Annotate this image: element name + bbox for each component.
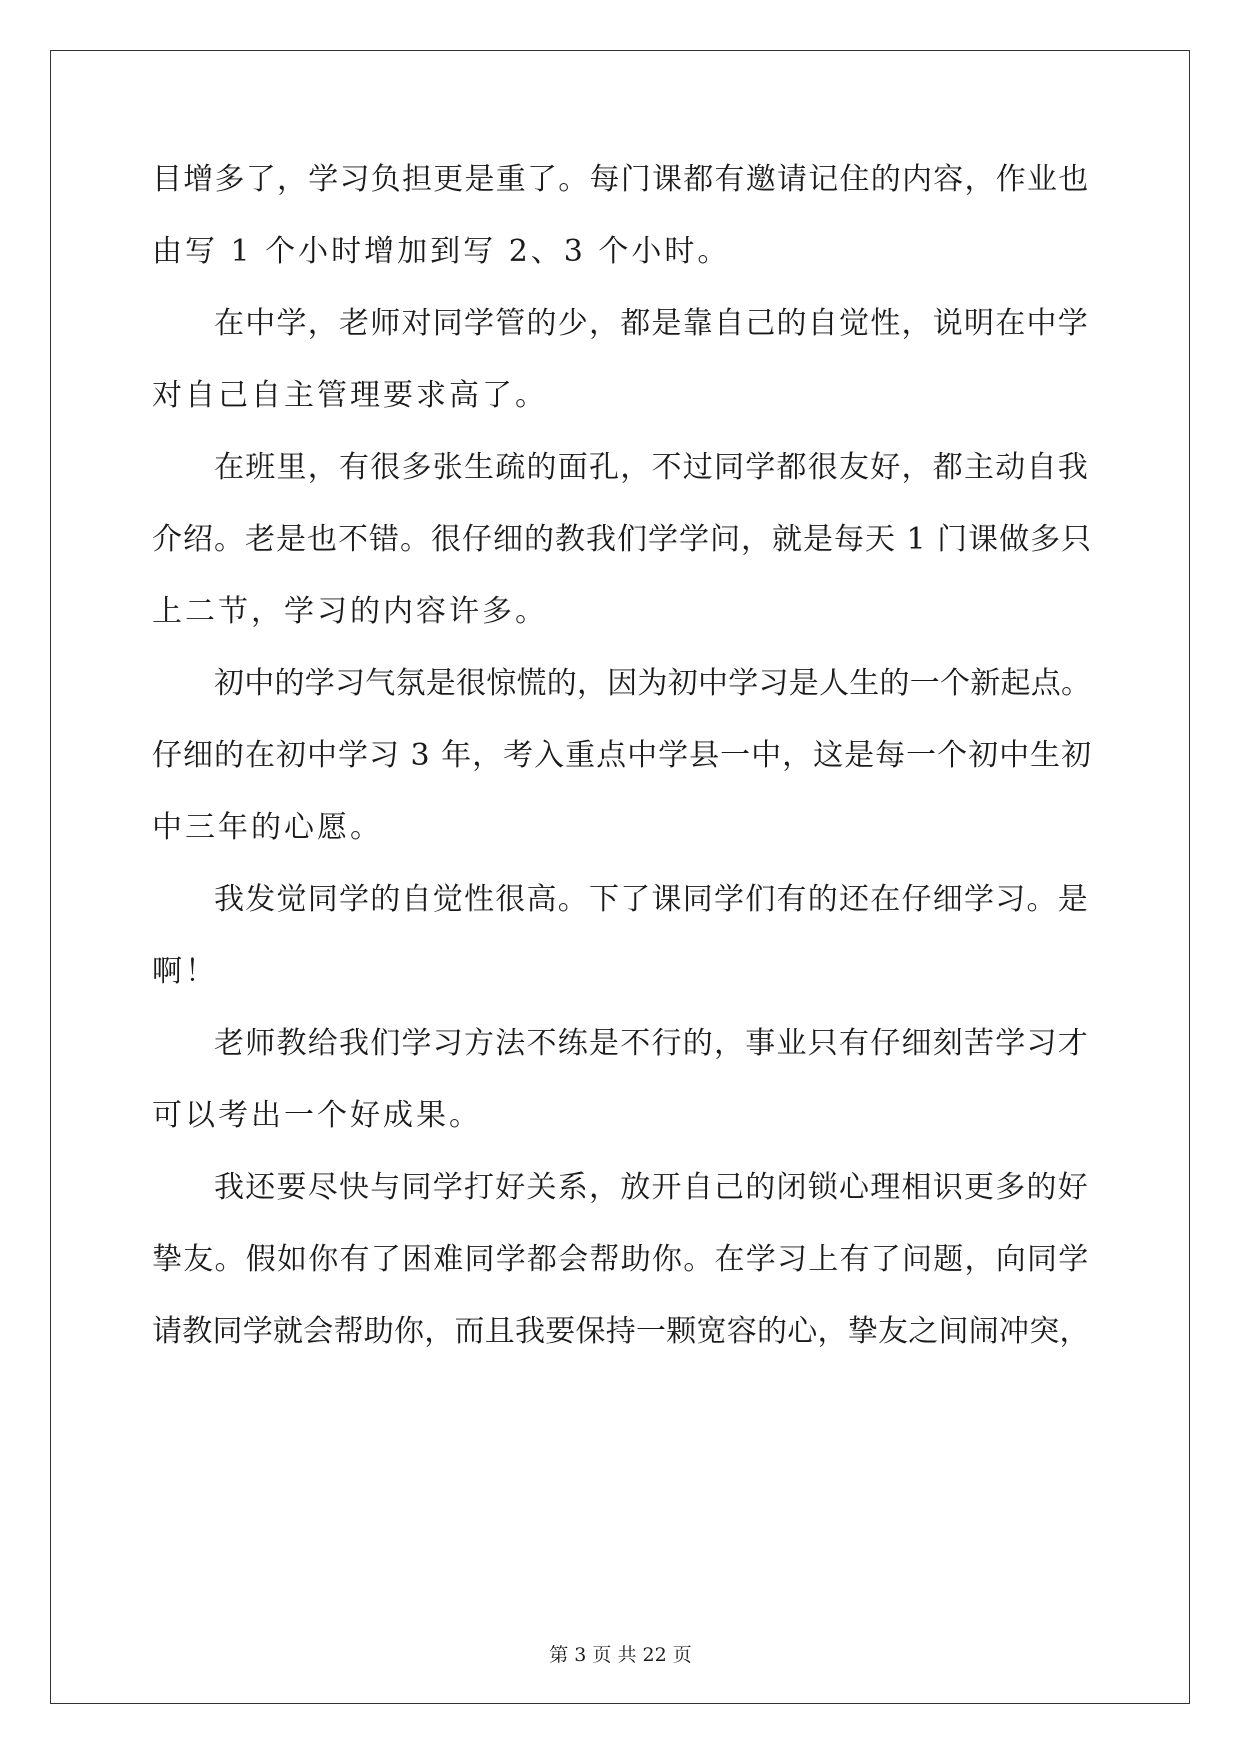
text-line: 在中学，老师对同学管的少，都是靠自己的自觉性，说明在中学 [214, 306, 1089, 341]
text-line: 我还要尽快与同学打好关系，放开自己的闭锁心理相识更多的好 [214, 1170, 1089, 1205]
text-line: 介绍。老是也不错。很仔细的教我们学学问，就是每天 1 门课做多只 [152, 522, 1093, 557]
text-line: 由写 1 个小时增加到写 2、3 个小时。 [152, 234, 731, 269]
text-line: 老师教给我们学习方法不练是不行的，事业只有仔细刻苦学习才 [214, 1026, 1089, 1061]
text-line: 在班里，有很多张生疏的面孔，不过同学都很友好，都主动自我 [214, 450, 1089, 485]
text-line: 中三年的心愿。 [152, 810, 383, 845]
text-line: 仔细的在初中学习 3 年，考入重点中学县一中，这是每一个初中生初 [152, 738, 1093, 773]
text-line: 挚友。假如你有了困难同学都会帮助你。在学习上有了问题，向同学 [152, 1242, 1090, 1277]
text-line: 对自己自主管理要求高了。 [152, 378, 548, 413]
text-line: 上二节，学习的内容许多。 [152, 594, 548, 629]
text-line: 目增多了，学习负担更是重了。每门课都有邀请记住的内容，作业也 [152, 162, 1090, 197]
page-border [50, 50, 1190, 1704]
text-line: 我发觉同学的自觉性很高。下了课同学们有的还在仔细学习。是 [214, 882, 1089, 917]
text-line: 初中的学习气氛是很惊慌的，因为初中学习是人生的一个新起点。 [214, 666, 1092, 701]
text-line: 可以考出一个好成果。 [152, 1098, 482, 1133]
text-line: 啊！ [152, 954, 218, 989]
page-number-footer: 第 3 页 共 22 页 [549, 1644, 692, 1666]
text-line: 请教同学就会帮助你，而且我要保持一颗宽容的心，挚友之间闹冲突， [152, 1314, 1090, 1349]
